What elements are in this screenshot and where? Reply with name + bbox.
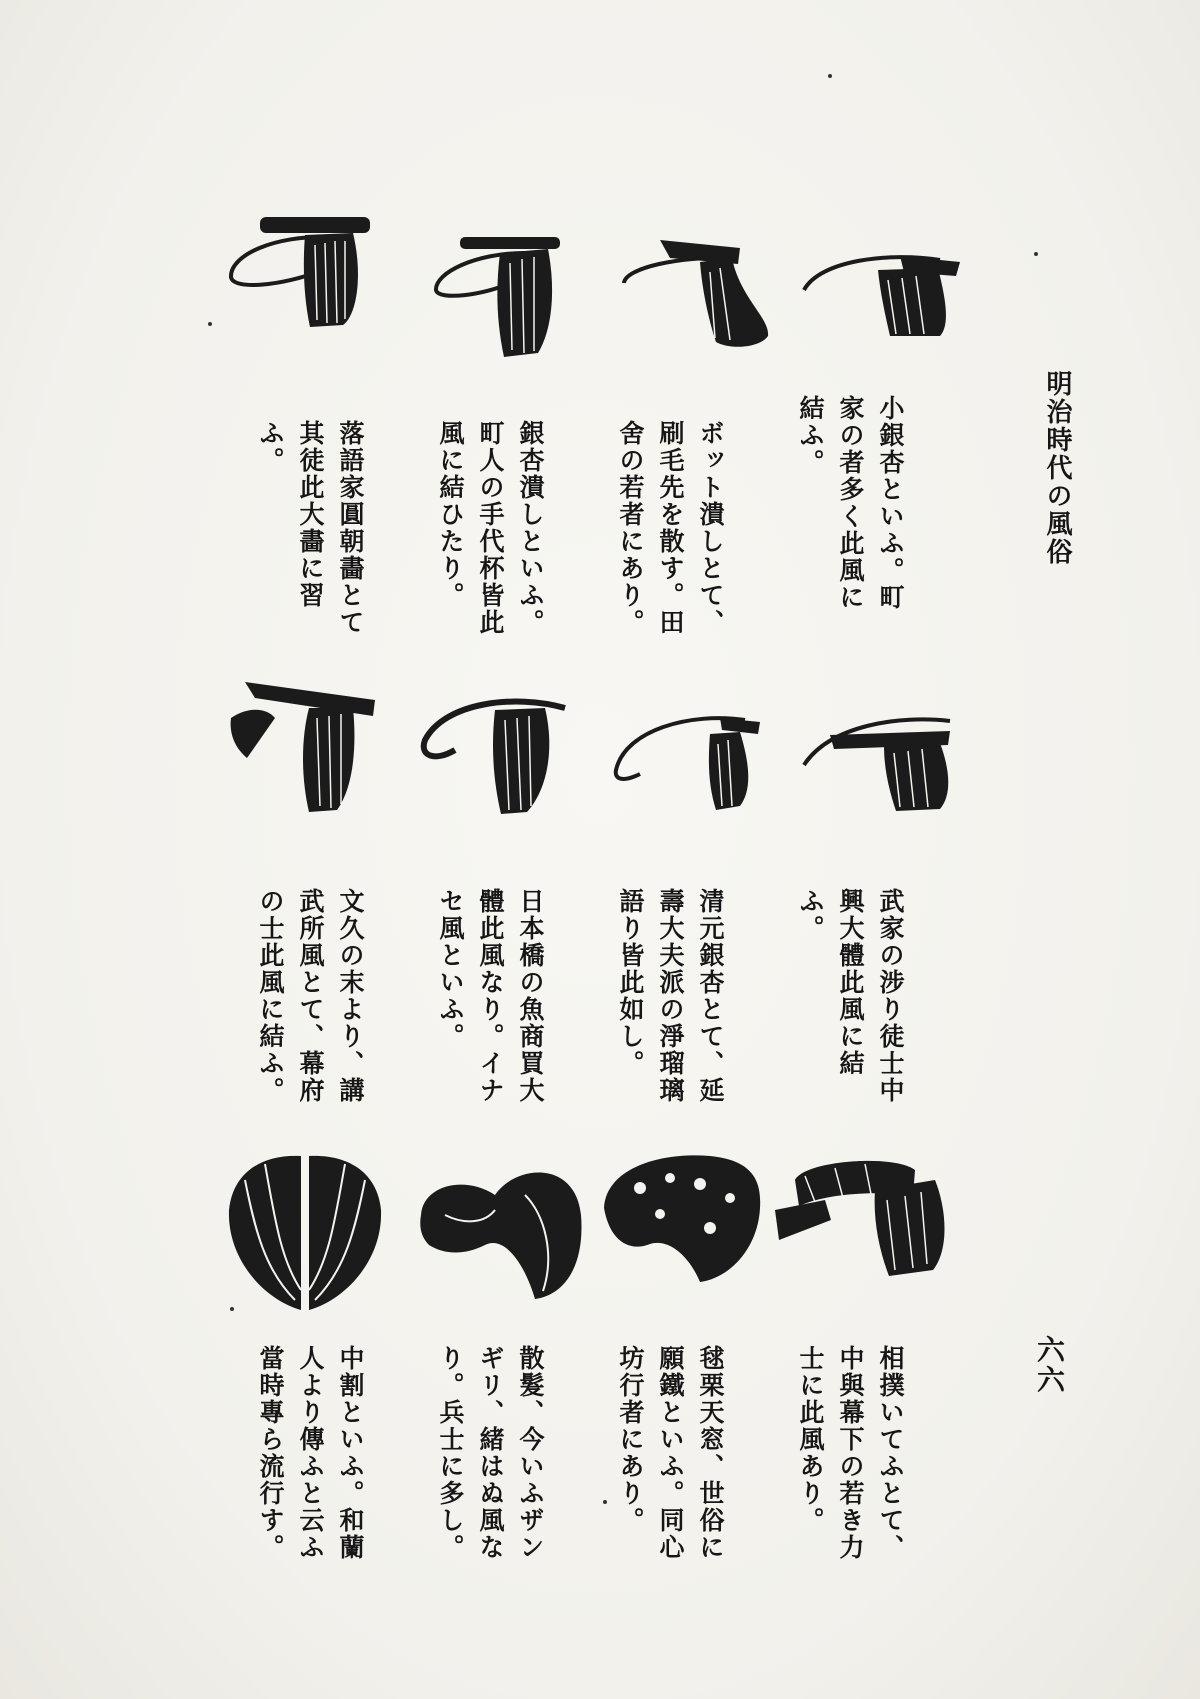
caption-kobushi-fu: 武家の涉り徒士中 興大體此風に結 ふ。 bbox=[796, 888, 905, 1104]
caption-ichou-tsubushi: 銀杏潰しといふ。 町人の手代杯皆此 風に結ひたり。 bbox=[436, 420, 545, 636]
caption-kobusho-fu: 文久の末より、講 武所風とて、幕府 の士此風に結ふ。 bbox=[256, 888, 365, 1104]
caption-zangiri: 散髮、今いふザン ギリ、緒はぬ風な り。兵士に多し。 bbox=[436, 1345, 545, 1561]
caption-encho-mage: 落語家圓朝畵とて 其徒此大畵に習 ふ。 bbox=[256, 420, 365, 636]
illustration-kobushi-fu bbox=[225, 678, 405, 818]
illustration-zangiri bbox=[415, 1155, 585, 1305]
paper-speck bbox=[1034, 252, 1038, 256]
illustration-sumo-ichou bbox=[765, 1150, 955, 1295]
page-number: 六六 bbox=[1033, 1335, 1066, 1395]
caption-nihonbashi: 日本橋の魚商買大 體此風なり。イナ セ風といふ。 bbox=[436, 888, 545, 1104]
illustration-nakawari bbox=[225, 1150, 385, 1315]
caption-koicho: 小銀杏といふ。町 家の者多く此風に 結ふ。 bbox=[796, 395, 905, 611]
illustration-encho-mage bbox=[800, 250, 970, 370]
illustration-nihonbashi bbox=[610, 710, 770, 830]
running-header: 明治時代の風俗 bbox=[1042, 370, 1072, 566]
illustration-ichou-tsubushi bbox=[620, 238, 780, 373]
caption-sumo-ichou: 相撲いてふとて、 中與幕下の若き力 士に此風あり。 bbox=[796, 1345, 905, 1561]
paper-speck bbox=[230, 1307, 234, 1311]
caption-iguri-atama: 毬栗天窓、世俗に 願鐵といふ。同心 坊行者にあり。 bbox=[616, 1345, 725, 1561]
paper-speck bbox=[828, 74, 832, 78]
illustration-iguri-atama bbox=[600, 1148, 765, 1288]
caption-kiyomoto-ichou: 清元銀杏とて、延 壽大夫派の淨瑠璃 語り皆此如し。 bbox=[616, 888, 725, 1104]
caption-nakawari: 中割といふ。和蘭 人より傳ふと云ふ 當時專ら流行す。 bbox=[256, 1345, 365, 1561]
caption-potto-tsubushi: ボット潰しとて、 刷毛先を散す。田 舍の若者にあり。 bbox=[616, 420, 725, 636]
illustration-kobusho-fu bbox=[800, 715, 970, 825]
illustration-koicho bbox=[225, 215, 385, 350]
paper-speck bbox=[208, 322, 212, 326]
illustration-potto-tsubushi bbox=[430, 235, 590, 370]
illustration-kiyomoto-ichou bbox=[415, 690, 585, 820]
paper-speck bbox=[603, 1500, 607, 1504]
